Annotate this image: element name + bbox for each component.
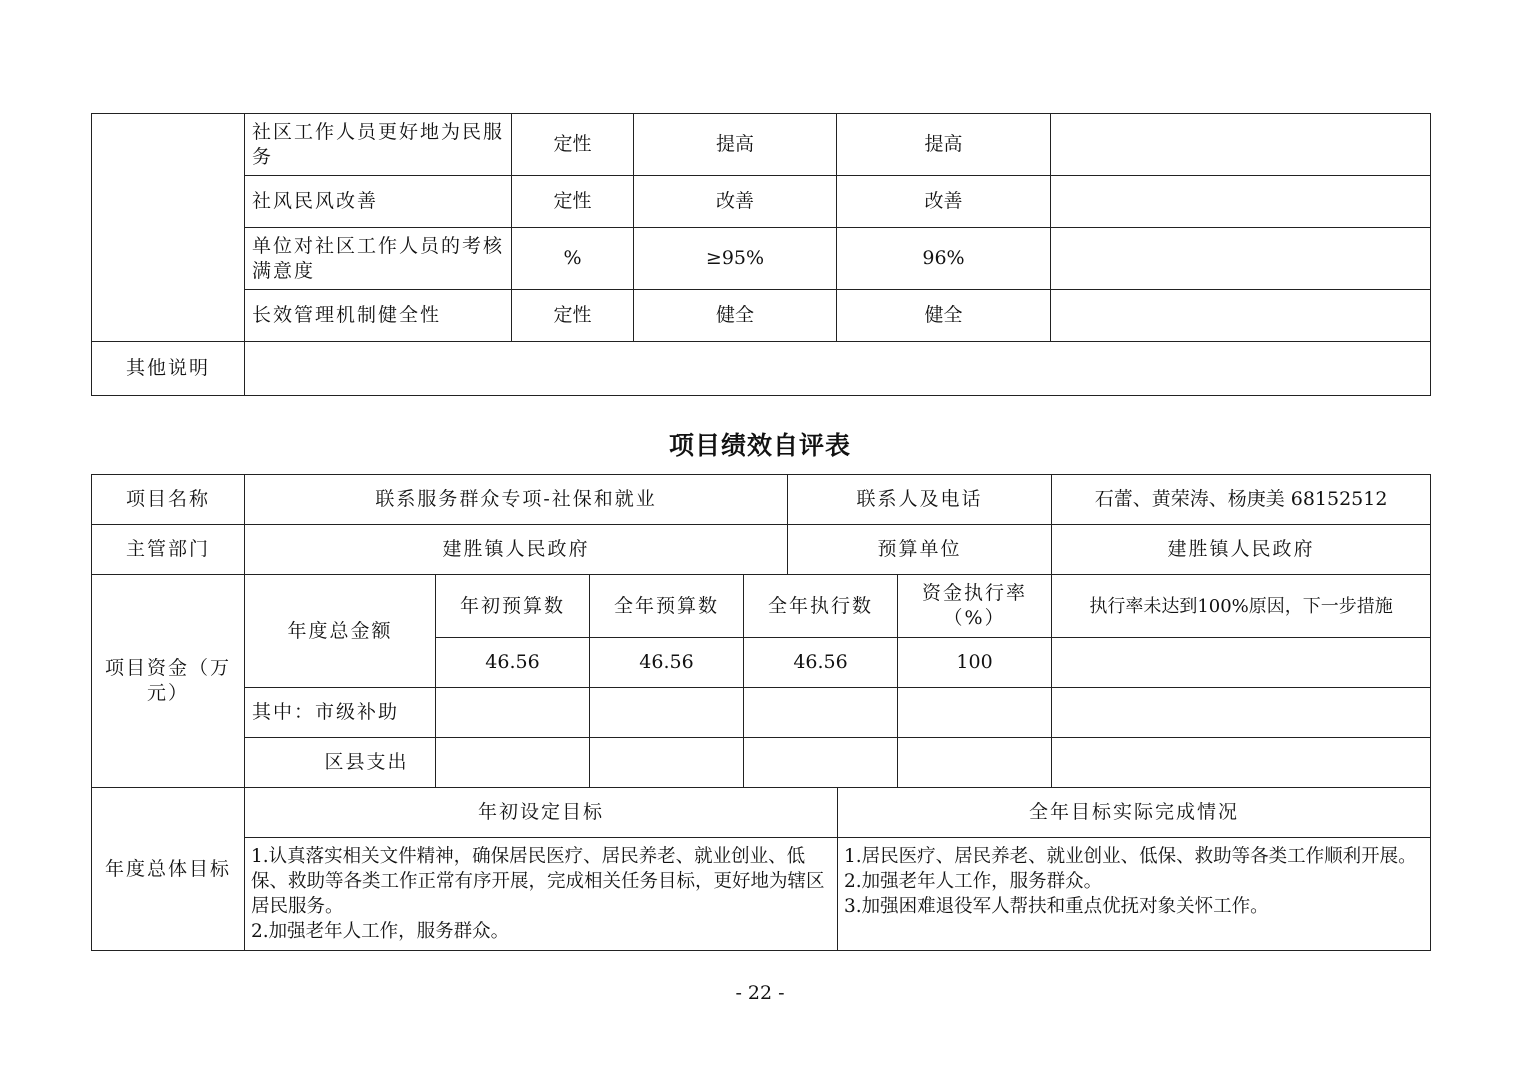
other-notes-label: 其他说明 (92, 342, 245, 396)
contact-label: 联系人及电话 (788, 475, 1052, 525)
indicator-name: 长效管理机制健全性 (245, 290, 512, 342)
indicator-target: 提高 (634, 114, 837, 176)
indicator-name: 社风民风改善 (245, 176, 512, 228)
funds-execution-rate: 100 (898, 638, 1052, 688)
indicator-target: 健全 (634, 290, 837, 342)
goals-label: 年度总体目标 (92, 788, 245, 951)
empty-cell (898, 738, 1052, 788)
dept-row (92, 525, 1431, 575)
funds-executed: 46.56 (744, 638, 898, 688)
dept-label: 主管部门 (92, 525, 245, 575)
indicator-target: 改善 (634, 176, 837, 228)
indicator-note (1051, 290, 1431, 342)
other-notes-value (245, 342, 1431, 396)
planned-goal-item: 1.认真落实相关文件精神，确保居民医疗、居民养老、就业创业、低保、救助等各类工作正常有序开展，完成相关任务目标，更好地为辖区居民服务。 (251, 846, 825, 917)
goals-table (91, 787, 1431, 951)
empty-cell (590, 688, 744, 738)
funds-header-executed: 全年执行数 (744, 575, 898, 638)
planned-goals-text (245, 838, 838, 951)
empty-cell (1052, 738, 1431, 788)
planned-goal-item: 2.加强老年人工作，服务群众。 (251, 921, 510, 942)
project-name-row (92, 475, 1431, 525)
contact-value: 石蕾、黄荣涛、杨庚美 68152512 (1052, 475, 1431, 525)
budget-unit-label: 预算单位 (788, 525, 1052, 575)
city-subsidy-label: 其中：市级补助 (245, 688, 436, 738)
indicator-type: 定性 (512, 114, 634, 176)
indicator-row (92, 228, 1431, 290)
funds-reason (1052, 638, 1431, 688)
indicator-actual: 改善 (837, 176, 1051, 228)
indicator-row (92, 114, 1431, 176)
indicator-note (1051, 114, 1431, 176)
indicator-type: % (512, 228, 634, 290)
indicator-name: 社区工作人员更好地为民服务 (245, 114, 512, 176)
budget-unit-value: 建胜镇人民政府 (1052, 525, 1431, 575)
funds-header-annual-budget: 全年预算数 (590, 575, 744, 638)
indicator-category-cell (92, 114, 245, 342)
actual-goals-header: 全年目标实际完成情况 (838, 788, 1431, 838)
funds-header-row (92, 575, 1431, 638)
indicator-row (92, 290, 1431, 342)
actual-goals-text (838, 838, 1431, 951)
actual-goal-item: 2.加强老年人工作，服务群众。 (844, 871, 1103, 892)
indicator-table (91, 113, 1431, 396)
funds-initial-budget: 46.56 (436, 638, 590, 688)
district-expense-label: 区县支出 (245, 738, 436, 788)
other-notes-row (92, 342, 1431, 396)
actual-goal-item: 3.加强困难退役军人帮扶和重点优抚对象关怀工作。 (844, 896, 1269, 917)
indicator-note (1051, 176, 1431, 228)
indicator-note (1051, 228, 1431, 290)
indicator-target: ≥95% (634, 228, 837, 290)
goals-header-row (92, 788, 1431, 838)
funds-header-reason: 执行率未达到100%原因，下一步措施 (1052, 575, 1431, 638)
empty-cell (744, 688, 898, 738)
project-info-table (91, 474, 1431, 788)
project-name-label: 项目名称 (92, 475, 245, 525)
dept-value: 建胜镇人民政府 (245, 525, 788, 575)
planned-goals-header: 年初设定目标 (245, 788, 838, 838)
indicator-actual: 提高 (837, 114, 1051, 176)
funds-label: 项目资金（万元） (92, 575, 245, 788)
page-number: - 22 - (735, 982, 785, 1004)
funds-header-execution-rate: 资金执行率（%） (898, 575, 1052, 638)
form-title: 项目绩效自评表 (668, 431, 851, 460)
funds-annual-budget: 46.56 (590, 638, 744, 688)
actual-goal-item: 1.居民医疗、居民养老、就业创业、低保、救助等各类工作顺利开展。 (844, 846, 1417, 867)
indicator-type: 定性 (512, 176, 634, 228)
goals-content-row (92, 838, 1431, 951)
indicator-name: 单位对社区工作人员的考核满意度 (245, 228, 512, 290)
empty-cell (436, 738, 590, 788)
empty-cell (590, 738, 744, 788)
indicator-actual: 健全 (837, 290, 1051, 342)
total-amount-label: 年度总金额 (245, 575, 436, 688)
project-name: 联系服务群众专项-社保和就业 (245, 475, 788, 525)
empty-cell (898, 688, 1052, 738)
funds-sub2-row (92, 738, 1431, 788)
funds-sub1-row (92, 688, 1431, 738)
indicator-row (92, 176, 1431, 228)
empty-cell (744, 738, 898, 788)
indicator-type: 定性 (512, 290, 634, 342)
indicator-actual: 96% (837, 228, 1051, 290)
empty-cell (1052, 688, 1431, 738)
empty-cell (436, 688, 590, 738)
funds-header-initial-budget: 年初预算数 (436, 575, 590, 638)
